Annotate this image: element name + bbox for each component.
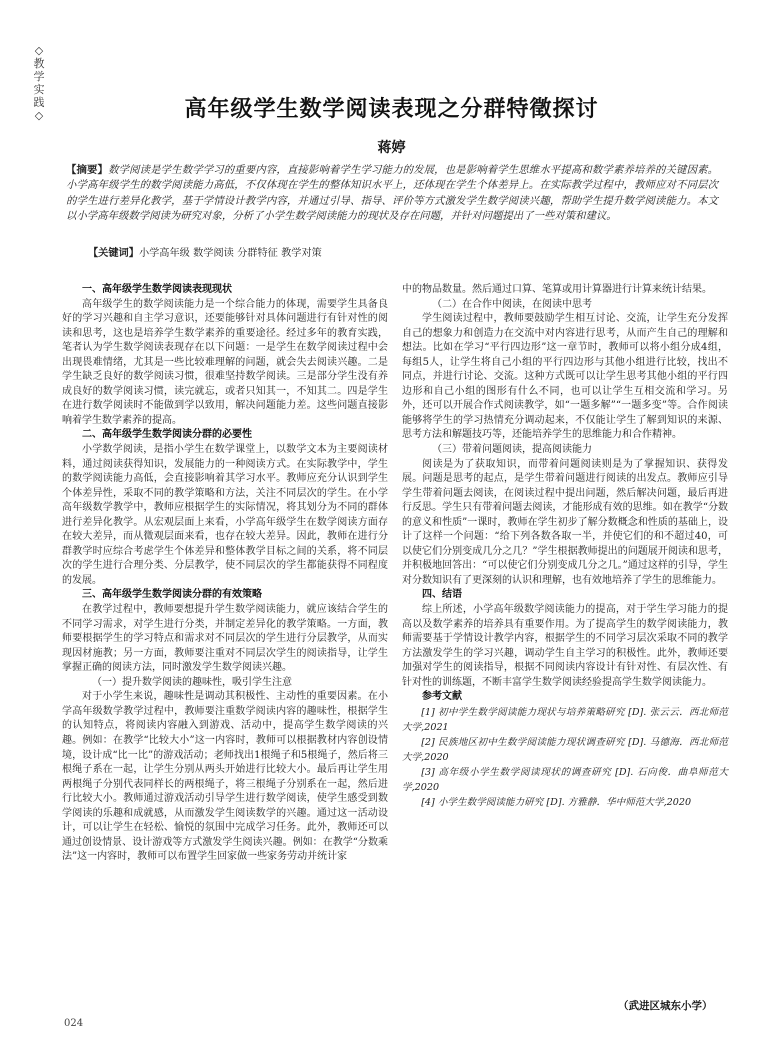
keywords-text: 小学高年级 数学阅读 分群特征 教学对策 <box>138 248 322 259</box>
reference-item: [3] 高年级小学生数学阅读现状的调查研究 [D]. 石向俊．曲阜师范大学,2020 <box>402 766 728 793</box>
paragraph-4: 对于小学生来说，趣味性是调动其积极性、主动性的重要因素。在小学高年级数学教学过程中，教师要注重数学阅读内容的趣味性，根据学生的认知特点，将阅读内容融入到游戏、活动中，提高学生数学阅读的兴趣。例如：在教学“比较大小”这一内容时，教师可以根据教材内容创设情境，设计成“比一比”的游戏活动；老师找出1根绳子和5根绳子，然后将三根绳子系在一起，让学生分别从两头开始进行比较大小。最后再让学生用两根绳子分别代表同样长的两根绳子，将三根绳子分别系在一起，然后进行比较大小。教师通过游戏活动引导学生进行数学阅读，使学生感受到数学阅读的乐趣和成就感，从而激发学生阅读数学的兴趣。通过这一活动设计，可以让学生在轻松、愉悦的氛围中完成学习任务。此外，教师还可以通过创设情景、设计游戏等方式激发学生阅读兴趣。例如：在教学“分数乘法”这一内容时，教师可以布置学生回家做一些家务劳动并统计家 <box>62 691 388 863</box>
subsection-heading-1: （一）提升数学阅读的趣味性，吸引学生注意 <box>92 676 292 688</box>
paragraph-5: 中的物品数量。然后通过口算、笔算或用计算器进行计算来统计结果。 <box>402 284 712 295</box>
abstract-text: 数学阅读是学生数学学习的重要内容，直接影响着学生学习能力的发展，也是影响着学生思维水平提高和数学素养培养的关键因素。小学高年级学生的数学阅读能力高低，不仅体现在学生的整体知识水平上，还体现在学生个体差异上。在实际教学过程中，教师应对不同层次的学生进行差异化教学，基于学情设计教学内容，并通过引导、指导、评价等方式激发学生数学阅读兴趣，帮助学生提升数学阅读能力。本文以小学高年级数学阅读为研究对象，分析了小学生数学阅读能力的现状及存在问题，并针对问题提出了一些对策和建议。 <box>66 164 718 223</box>
section-tag-text: ◇教学实践◇ <box>33 44 45 122</box>
paragraph-2: 小学数学阅读，是指小学生在数学课堂上，以数学文本为主要阅读材料，通过阅读获得知识，发展能力的一种阅读方式。在实际教学中，学生的数学阅读能力高低，会直接影响着其学习水平。教师应充分认识到学生个体差异性，采取不同的教学策略和方法，关注不同层次的学生。在小学高年级数学教学中，教师应根据学生的实际情况，将其划分为不同的群体进行差异化教学。从宏观层面上来看，小学高年级学生在数学阅读方面存在较大差异，而从微观层面来看，也存在较大差异。因此，教师在进行分群教学时应综合考虑学生个体差异和整体教学目标之间的关系，将不同层次的学生进行合理分类、分层教学，使不同层次的学生都能获得不同程度的发展。 <box>62 444 388 586</box>
references-heading: 参考文献 <box>422 691 462 703</box>
section-heading-2: 二、高年级学生数学阅读分群的必要性 <box>82 429 252 441</box>
paragraph-6: 学生阅读过程中，教师要鼓励学生相互讨论、交流，让学生充分发挥自己的想象力和创造力在交流中对内容进行思考，从而产生自己的理解和想法。比如在学习“平行四边形”这一章节时，教师可以将小组分成4组，每组5人，让学生将自己小组的平行四边形与其他小组进行比较，找出不同点，并进行讨论、交流。这种方式既可以让学生思考其他小组的平行四边形和自己小组的图形有什么不同，也可以让学生互相交流和学习。另外，还可以开展合作式阅读教学，如“一题多解”“一题多变”等。合作阅读能够将学生的学习热情充分调动起来，不仅能让学生了解到知识的来源、思考方法和解题技巧等，还能培养学生的思维能力和合作精神。 <box>402 313 728 441</box>
page-number: 024 <box>64 1018 84 1029</box>
reference-item: [2] 民族地区初中生数学阅读能力现状调查研究 [D]. 马德海．西北师范大学,2020 <box>402 736 728 763</box>
section-heading-1: 一、高年级学生数学阅读表现现状 <box>82 284 232 295</box>
section-heading-3: 三、高年级学生数学阅读分群的有效策略 <box>82 589 262 601</box>
reference-item: [1] 初中学生数学阅读能力现状与培养策略研究 [D]. 张云云．西北师范大学,2021 <box>402 706 728 733</box>
left-column <box>62 283 388 865</box>
section-heading-4: 四、结语 <box>422 589 462 601</box>
abstract <box>66 163 718 225</box>
paragraph-1: 高年级学生的数学阅读能力是一个综合能力的体现，需要学生具备良好的学习兴趣和自主学习意识，还要能够针对具体问题进行有针对性的阅读和思考，这也是培养学生数学素养的重要途径。经过多年的教育实践，笔者认为学生数学阅读表现存在以下问题：一是学生在数学阅读过程中会出现畏难情绪，尤其是一些比较难理解的问题，就会失去阅读兴趣。二是学生缺乏良好的数学阅读习惯，很难坚持数学阅读。三是部分学生没有养成良好的数学阅读习惯，读完就忘，或者只知其一，不知其二。四是学生在进行数学阅读时不能做到学以致用，解决问题能力差。这些问题直接影响着学生数学素养的提高。 <box>62 298 388 426</box>
paragraph-7: 阅读是为了获取知识，而带着问题阅读则是为了掌握知识、获得发展。问题是思考的起点，是学生带着问题进行阅读的出发点。教师应引导学生带着问题去阅读，在阅读过程中提出问题，然后解决问题，最后再进行反思。学生只有带着问题去阅读，才能形成有效的思维。如在教学“分数的意义和性质”一课时，教师在学生初步了解分数概念和性质的基础上，设计了这样一个问题：“给下列各数各取一半，并使它们的和不超过40，可以使它们分别变成几分之几？”学生根据教师提出的问题展开阅读和思考，并积极地回答出：“可以使它们分别变成几分之几。”通过这样的引导，学生对分数知识有了更深刻的认识和理解，也有效地培养了学生的思维能力。 <box>402 458 728 586</box>
keywords-label: 【关键词】 <box>88 248 139 259</box>
subsection-heading-3: （三）带着问题阅读，提高阅读能力 <box>432 444 592 456</box>
keywords <box>88 246 708 261</box>
abstract-label: 【摘要】 <box>66 164 109 176</box>
subsection-heading-2: （二）在合作中阅读，在阅读中思考 <box>432 298 592 310</box>
paragraph-3: 在教学过程中，教师要想提升学生数学阅读能力，就应该结合学生的不同学习需求，对学生进行分类，并制定差异化的教学策略。一方面，教师要根据学生的学习特点和需求对不同层次的学生进行分层教学，从而实现因材施教；另一方面，教师要注重对不同层次学生的阅读指导，让学生掌握正确的阅读方法，同时激发学生数学阅读兴趣。 <box>62 604 388 674</box>
reference-item: [4] 小学生数学阅读能力研究 [D]. 方雅静．华中师范大学,2020 <box>421 796 692 808</box>
article-author: 蒋婷 <box>377 140 406 156</box>
author-affiliation: （武进区城东小学） <box>618 1000 713 1012</box>
article-title: 高年级学生数学阅读表现之分群特徵探讨 <box>184 97 599 122</box>
right-column <box>402 283 728 810</box>
paragraph-8: 综上所述，小学高年级数学阅读能力的提高，对于学生学习能力的提高以及数学素养的培养具有重要作用。为了提高学生的数学阅读能力，教师需要基于学情设计教学内容，根据学生的不同学习层次采取不同的教学方法激发学生的学习兴趣，调动学生自主学习的积极性。此外，教师还要加强对学生的阅读指导，根据不同阅读内容设计有针对性、有层次性、有针对性的训练题，不断丰富学生数学阅读经验提高学生数学阅读能力。 <box>402 604 728 688</box>
